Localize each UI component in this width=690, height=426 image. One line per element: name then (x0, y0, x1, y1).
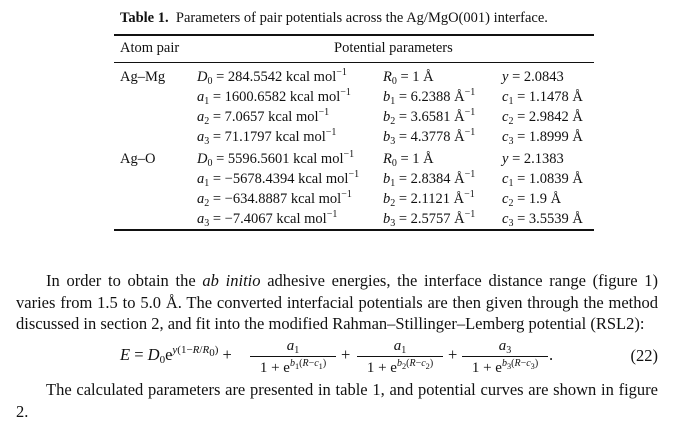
table-cell: $b_3 = 4.3778$ $Å^{-1}$ (383, 127, 476, 147)
table-cell: $a_3 = 71.1797$ kcal mol$^{-1}$ (197, 127, 337, 147)
table-cell: $a_2 = 7.0657$ kcal mol$^{-1}$ (197, 107, 330, 127)
equation-number: (22) (630, 346, 658, 365)
body-paragraph-1: In order to obtain the ab initio adhesive energies, the interface distance range (figure 1) varies from 1.5 to 5.0 Å. The converted interfacial potentials are then given through the method discussed in section 2, and fit into the modified Rahman–Stillinger–Lemberg potential (RSL2): (16, 271, 658, 333)
equation-plus: + (448, 345, 458, 364)
table-cell: $a_1 = -5678.4394$ kcal mol$^{-1}$ (197, 169, 360, 189)
table-bottom-rule (114, 229, 594, 231)
table-cell: $a_1 = 1600.6582$ kcal mol$^{-1}$ (197, 87, 351, 107)
atom-pair-ag-mg: Ag–Mg (120, 69, 166, 85)
header-atom-pair: Atom pair (120, 40, 180, 56)
table-cell: $b_3 = 2.5757$ $Å^{-1}$ (383, 209, 476, 229)
table-cell: $c_1 = 1.1478$ Å (502, 89, 583, 107)
table-cell: $a_3 = -7.4067$ kcal mol$^{-1}$ (197, 209, 338, 229)
equation-term-2: $a_1$ $1 + e^{b_2(R-c_2)}$ (357, 336, 443, 377)
table-cell: y = 2.0843 (502, 69, 564, 85)
table-cell: $D_0 = 284.5542$ kcal mol$^{-1}$ (197, 67, 347, 87)
table-cell: $c_1 = 1.0839$ Å (502, 171, 583, 189)
table-caption-text: Parameters of pair potentials across the Ag/MgO(001) interface. (175, 10, 548, 26)
equation-rsl2 (0, 336, 690, 378)
table-cell: $a_2 = -634.8887$ kcal mol$^{-1}$ (197, 189, 352, 209)
atom-pair-ag-o: Ag–O (120, 151, 156, 167)
table-caption (120, 10, 548, 27)
table-cell: $R_0 = 1$ Å (383, 69, 434, 87)
table-top-rule (114, 34, 594, 36)
table-cell: $b_1 = 2.8384$ $Å^{-1}$ (383, 169, 476, 189)
table-cell: $b_1 = 6.2388$ $Å^{-1}$ (383, 87, 476, 107)
table-cell: $c_2 = 2.9842$ Å (502, 109, 583, 127)
table-caption-label: Table 1. (120, 10, 169, 26)
table-cell: $c_3 = 1.8999$ Å (502, 129, 583, 147)
equation-term-1: $a_1$ $1 + e^{b_1(R-c_1)}$ (250, 336, 336, 377)
equation-lhs: $E = D_0e^{y(1-R/R_0)}$ + (120, 344, 232, 366)
table-header-rule (114, 62, 594, 63)
body-paragraph-2: The calculated parameters are presented in table 1, and potential curves are shown in figure 2. (16, 380, 658, 421)
table-cell: $R_0 = 1$ Å (383, 151, 434, 169)
table-cell: $D_0 = 5596.5601$ kcal mol$^{-1}$ (197, 149, 355, 169)
equation-plus: + (341, 345, 351, 364)
equation-term-3: $a_3$ $1 + e^{b_3(R-c_3)}$ (462, 336, 548, 377)
table-cell: y = 2.1383 (502, 151, 564, 167)
table-cell: $b_2 = 3.6581$ $Å^{-1}$ (383, 107, 476, 127)
table-cell: $c_3 = 3.5539$ Å (502, 211, 583, 229)
header-potential-parameters: Potential parameters (334, 40, 453, 56)
table-cell: $b_2 = 2.1121$ $Å^{-1}$ (383, 189, 475, 209)
equation-period: . (549, 345, 554, 364)
table-cell: $c_2 = 1.9$ Å (502, 191, 562, 209)
